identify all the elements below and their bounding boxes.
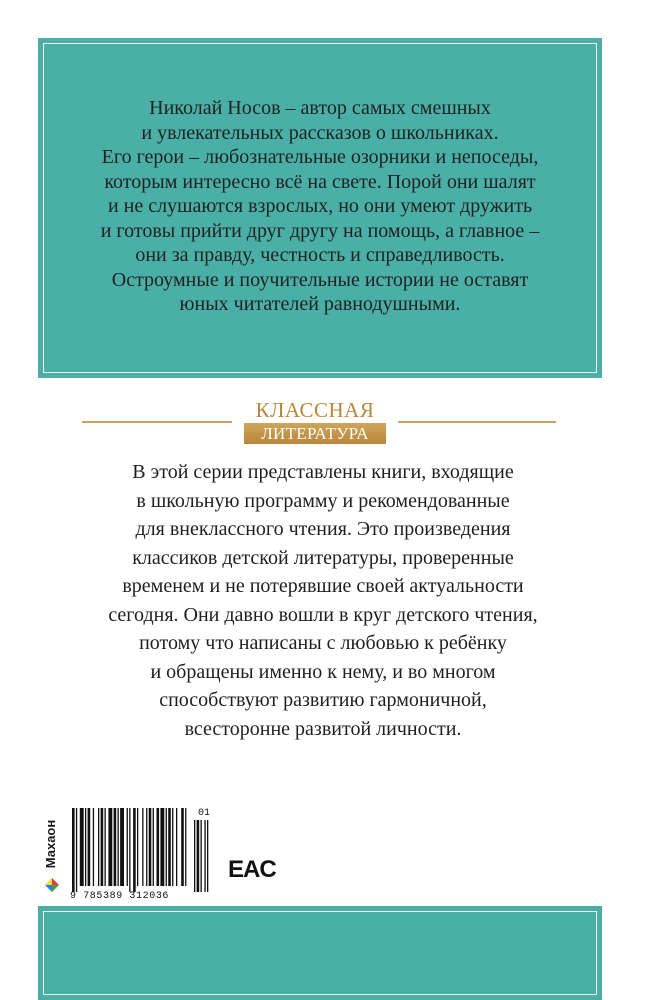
series-description: В этой серии представлены книги, входящие в школьную программу и рекомендованные для внеклассного чтения. Это произведения классиков детской литературы, проверенные временем и не потерявшие своей актуальности сегодня. Они давно вошли в круг детского чтения, потому что написаны с любовью к ребёнку и обращены именно к нему, и во многом способствуют развитию гармоничной, всесторонне развитой личности.	[108, 461, 538, 740]
author-annotation: Николай Носов – автор самых смешных и увлекательных рассказов о школьниках. Его герои – любознательные озорники и непоседы, которым интересно всё на свете. Порой они шалят и не слушаются взрослых, но они умеют дружить и готовы прийти друг другу на помощь, а главное – они за правду, честность и справедливость. Остроумные и поучительные истории не оставят юных читателей равнодушными.	[100, 97, 540, 315]
logo-rule-right	[398, 421, 556, 423]
barcode-addon: 01	[198, 808, 211, 819]
bottom-panel	[38, 906, 602, 1000]
barcode-bars	[70, 808, 212, 892]
publisher-name: Махаон	[43, 819, 58, 869]
publisher-logo	[42, 808, 64, 892]
annotation-panel	[38, 38, 602, 378]
isbn-barcode	[70, 808, 212, 904]
barcode-digits: 9 785389 312036	[70, 891, 170, 902]
eac-certification-mark: EAC	[228, 856, 276, 883]
series-logo	[0, 398, 646, 448]
series-title-bottom: ЛИТЕРАТУРА	[244, 423, 386, 444]
logo-rule-left	[82, 421, 232, 423]
publisher-mark-icon	[45, 878, 59, 892]
series-title-top: КЛАССНАЯ	[255, 398, 375, 422]
